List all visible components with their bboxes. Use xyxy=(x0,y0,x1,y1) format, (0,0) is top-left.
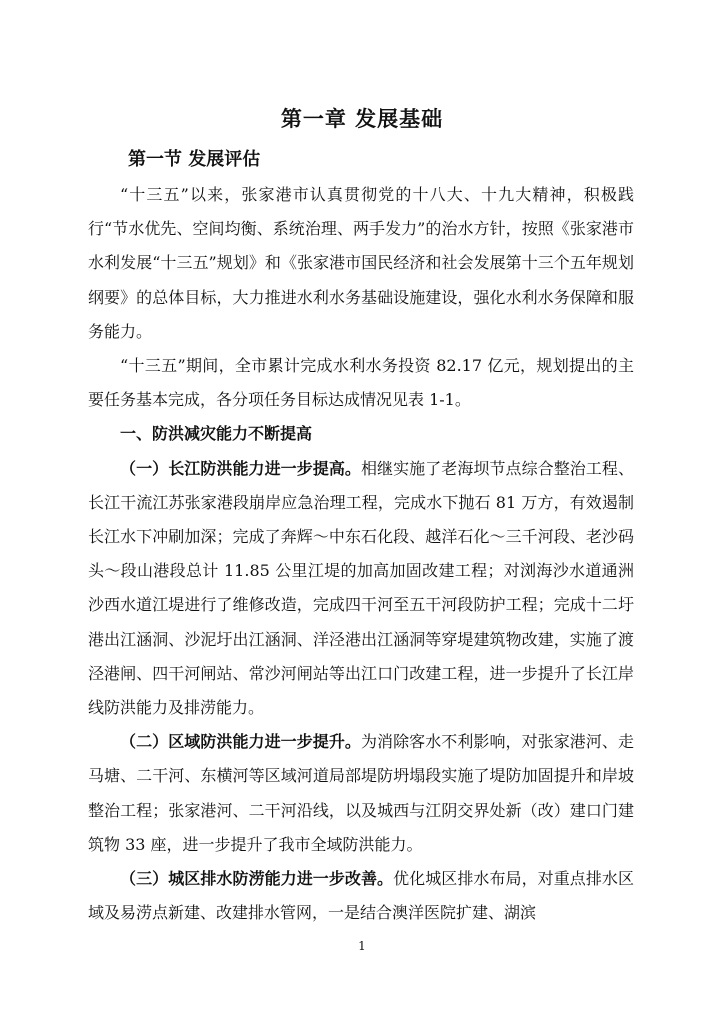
paragraph-1: “十三五”以来，张家港市认真贯彻党的十八大、十九大精神，积极践行“节水优先、空间均衡、系统治理、两手发力”的治水方针，按照《张家港市水利发展“十三五”规划》和《张家港市国民经济和社会发展第十三个五年规划纲要》的总体目标，大力推进水利水务基础设施建设，强化水利水务保障和服务能力。 xyxy=(88,185,634,341)
paragraph-5-lead: （三）城区排水防涝能力进一步改善。 xyxy=(120,869,394,889)
body-text xyxy=(88,178,634,930)
paragraph-3-text: 相继实施了老海坝节点综合整治工程、长江干流江苏张家港段崩岸应急治理工程，完成水下抛石 81 万方，有效遏制长江水下冲刷加深；完成了奔辉～中东石化段、越洋石化～三千河段、老沙码头～段山港段总计 11.85 公里江堤的加高加固改建工程；对浏海沙水道通洲沙西水道江堤进行了维修改造，完成四干河至五干河段防护工程；完成十二圩港出江涵洞、沙泥圩出江涵洞、洋泾港出江涵洞等穿堤建筑物改建，实施了渡泾港闸、四干河闸站、常沙河闸站等出江口门改建工程，进一步提升了长江岸线防洪能力及排涝能力。 xyxy=(88,458,634,718)
section-title: 第一节 发展评估 xyxy=(128,149,261,170)
paragraph-4-text: 为消除客水不利影响，对张家港河、走马塘、二干河、东横河等区域河道局部堤防坍塌段实施了堤防加固提升和岸坡整治工程；张家港河、二干河沿线，以及城西与江阴交界处新（改）建口门建筑物 33 座，进一步提升了我市全域防洪能力。 xyxy=(88,732,634,854)
paragraph-4-lead: （二）区域防洪能力进一步提升。 xyxy=(120,732,361,752)
paragraph-2: “十三五”期间，全市累计完成水利水务投资 82.17 亿元，规划提出的主要任务基本完成，各分项任务目标达成情况见表 1-1。 xyxy=(88,356,634,410)
paragraph-5 xyxy=(88,862,634,930)
paragraph-3 xyxy=(88,452,634,726)
paragraph-4 xyxy=(88,725,634,862)
paragraph-5-text: 优化城区排水布局，对重点排水区域及易涝点新建、改建排水管网，一是结合澳洋医院扩建、湖滨 xyxy=(88,869,634,923)
chapter-title: 第一章 发展基础 xyxy=(280,107,444,131)
page-number: 1 xyxy=(358,939,366,953)
subheading-flood-control: 一、防洪减灾能力不断提高 xyxy=(120,424,313,444)
paragraph-3-lead: （一）长江防洪能力进一步提高。 xyxy=(120,458,361,478)
